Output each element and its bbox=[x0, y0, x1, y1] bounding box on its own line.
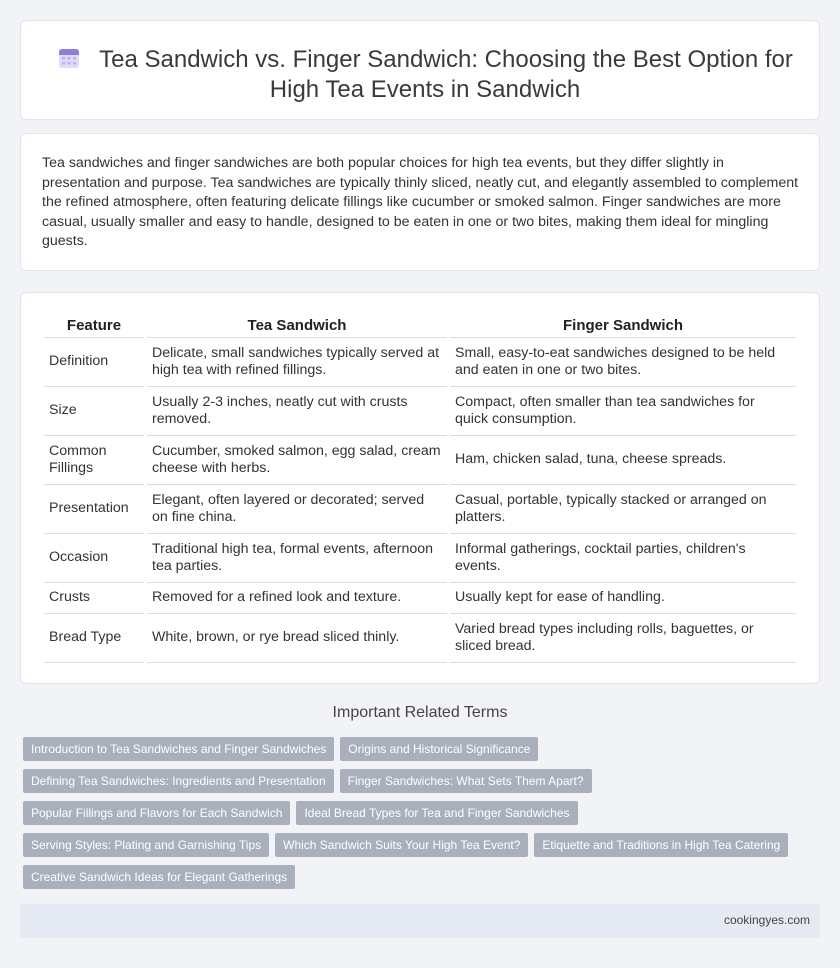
table-row bbox=[44, 338, 796, 387]
finger-sandwich-cell: Usually kept for ease of handling. bbox=[450, 583, 796, 614]
comparison-card bbox=[20, 292, 820, 684]
related-terms-heading: Important Related Terms bbox=[332, 704, 508, 721]
title-wrap bbox=[51, 45, 799, 105]
related-term-tag[interactable]: Defining Tea Sandwiches: Ingredients and Presentation bbox=[23, 769, 334, 793]
comparison-table bbox=[41, 315, 799, 663]
related-term-tag[interactable]: Origins and Historical Significance bbox=[340, 737, 538, 761]
intro-paragraph: Tea sandwiches and finger sandwiches are both popular choices for high tea events, but they differ slightly in presentation and purpose. Tea sandwiches are typically thinly sliced, neatly cut, and elegantly assembled to complement the refined atmosphere, often featuring delicate fillings like cucumber or smoked salmon. Finger sandwiches are more casual, usually smaller and easy to handle, designed to be eaten in one or two bites, making them ideal for mingling guests. bbox=[42, 155, 799, 249]
finger-sandwich-cell: Casual, portable, typically stacked or arranged on platters. bbox=[450, 485, 796, 534]
intro-card bbox=[20, 133, 820, 271]
table-row bbox=[44, 614, 796, 663]
feature-cell: Crusts bbox=[44, 583, 144, 614]
related-terms-list bbox=[23, 737, 803, 897]
feature-cell: Occasion bbox=[44, 534, 144, 583]
footer bbox=[20, 904, 820, 938]
table-row bbox=[44, 436, 796, 485]
table-row bbox=[44, 534, 796, 583]
table-row bbox=[44, 485, 796, 534]
feature-cell: Size bbox=[44, 387, 144, 436]
finger-sandwich-cell: Compact, often smaller than tea sandwiches for quick consumption. bbox=[450, 387, 796, 436]
finger-sandwich-cell: Varied bread types including rolls, baguettes, or sliced bread. bbox=[450, 614, 796, 663]
finger-sandwich-cell: Small, easy-to-eat sandwiches designed to be held and eaten in one or two bites. bbox=[450, 338, 796, 387]
header-finger-sandwich: Finger Sandwich bbox=[450, 315, 796, 338]
footer-site-link[interactable]: cookingyes.com bbox=[723, 913, 810, 927]
tea-sandwich-cell: Removed for a refined look and texture. bbox=[147, 583, 447, 614]
finger-sandwich-cell: Informal gatherings, cocktail parties, children's events. bbox=[450, 534, 796, 583]
table-row bbox=[44, 387, 796, 436]
tea-sandwich-cell: Usually 2-3 inches, neatly cut with crusts removed. bbox=[147, 387, 447, 436]
finger-sandwich-cell: Ham, chicken salad, tuna, cheese spreads. bbox=[450, 436, 796, 485]
tea-sandwich-cell: Traditional high tea, formal events, afternoon tea parties. bbox=[147, 534, 447, 583]
feature-cell: Bread Type bbox=[44, 614, 144, 663]
page-title: Tea Sandwich vs. Finger Sandwich: Choosing the Best Option for High Tea Events in Sandwich bbox=[99, 46, 793, 103]
related-term-tag[interactable]: Popular Fillings and Flavors for Each Sandwich bbox=[23, 801, 290, 825]
table-header-row bbox=[44, 315, 796, 338]
tea-sandwich-cell: Cucumber, smoked salmon, egg salad, cream cheese with herbs. bbox=[147, 436, 447, 485]
feature-cell: Presentation bbox=[44, 485, 144, 534]
feature-cell: Definition bbox=[44, 338, 144, 387]
related-term-tag[interactable]: Which Sandwich Suits Your High Tea Event? bbox=[275, 833, 528, 857]
related-term-tag[interactable]: Serving Styles: Plating and Garnishing Tips bbox=[23, 833, 269, 857]
tea-sandwich-cell: Elegant, often layered or decorated; served on fine china. bbox=[147, 485, 447, 534]
related-term-tag[interactable]: Etiquette and Traditions in High Tea Catering bbox=[534, 833, 788, 857]
tea-sandwich-cell: White, brown, or rye bread sliced thinly. bbox=[147, 614, 447, 663]
table-row bbox=[44, 583, 796, 614]
related-term-tag[interactable]: Creative Sandwich Ideas for Elegant Gatherings bbox=[23, 865, 295, 889]
related-term-tag[interactable]: Introduction to Tea Sandwiches and Finger Sandwiches bbox=[23, 737, 334, 761]
feature-cell: Common Fillings bbox=[44, 436, 144, 485]
related-term-tag[interactable]: Ideal Bread Types for Tea and Finger Sandwiches bbox=[296, 801, 577, 825]
header-feature: Feature bbox=[44, 315, 144, 338]
calendar-icon bbox=[57, 46, 81, 70]
header-card bbox=[20, 20, 820, 120]
header-tea-sandwich: Tea Sandwich bbox=[147, 315, 447, 338]
related-term-tag[interactable]: Finger Sandwiches: What Sets Them Apart? bbox=[340, 769, 592, 793]
tea-sandwich-cell: Delicate, small sandwiches typically served at high tea with refined fillings. bbox=[147, 338, 447, 387]
